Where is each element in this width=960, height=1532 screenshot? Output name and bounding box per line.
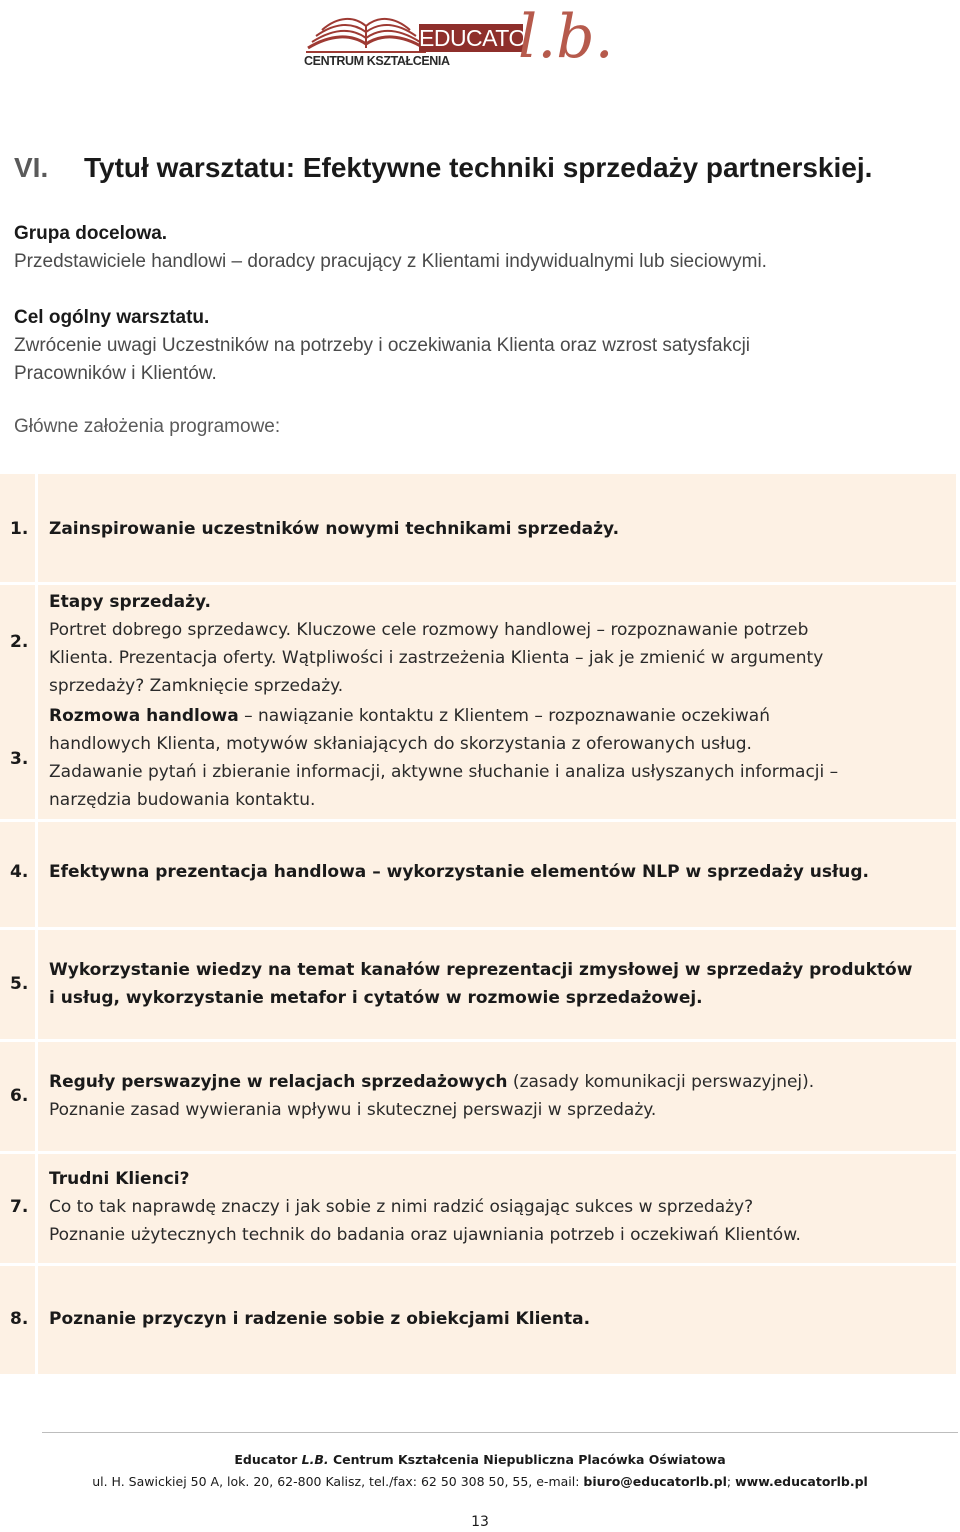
general-goal-line1: Zwrócenie uwagi Uczestników na potrzeby i oczekiwania Klienta oraz wzrost satysfakcji — [14, 335, 751, 356]
item-line: Co to tak naprawdę znaczy i jak sobie z nimi radzić osiągając sukces w sprzedaży? — [49, 1197, 754, 1217]
footer-website-link[interactable]: www.educatorlb.pl — [735, 1474, 868, 1489]
item-number: 5. — [10, 974, 29, 994]
footer-org-lb: L.B. — [301, 1452, 329, 1467]
section-title: Tytuł warsztatu: Efektywne techniki sprzedaży partnerskiej. — [84, 152, 873, 183]
item-line: sprzedaży? Zamknięcie sprzedaży. — [49, 676, 344, 696]
general-goal-line2: Pracowników i Klientów. — [14, 363, 217, 384]
logo-lb: l.b. — [518, 2, 614, 72]
page-title — [14, 150, 872, 186]
item-line: narzędzia budowania kontaktu. — [49, 790, 316, 810]
footer-separator: ; — [726, 1474, 736, 1489]
footer-org-name: Educator — [234, 1452, 302, 1467]
logo-subtitle: CENTRUM KSZTAŁCENIA — [304, 54, 450, 68]
item-heading: Rozmowa handlowa — [49, 706, 239, 726]
item-heading: Trudni Klienci? — [49, 1169, 190, 1189]
footer-divider — [42, 1432, 958, 1433]
item-line: Zadawanie pytań i zbieranie informacji, aktywne słuchanie i analiza usłyszanych informacji – — [49, 762, 839, 782]
item-line: – nawiązanie kontaktu z Klientem – rozpoznawanie oczekiwań — [238, 706, 770, 726]
row-divider — [0, 1151, 956, 1154]
item-number: 4. — [10, 862, 29, 882]
page-number: 13 — [471, 1514, 489, 1530]
column-divider — [35, 474, 38, 1374]
footer-address: ul. H. Sawickiej 50 A, lok. 20, 62-800 Kalisz, tel./fax: 62 50 308 50, 55, e-mail: — [92, 1474, 584, 1489]
item-heading: Reguły perswazyjne w relacjach sprzedażowych — [49, 1072, 508, 1092]
logo — [296, 2, 614, 72]
program-heading: Główne założenia programowe: — [14, 416, 281, 437]
item-number: 2. — [10, 632, 29, 652]
logo-brand: EDUCATOR — [419, 25, 542, 51]
general-goal-block — [14, 304, 750, 388]
target-group-heading: Grupa docelowa. — [14, 223, 168, 244]
open-book-icon — [306, 4, 426, 54]
item-text: Efektywna prezentacja handlowa – wykorzystanie elementów NLP w sprzedaży usług. — [49, 862, 870, 882]
row-divider — [0, 582, 956, 585]
item-line: Portret dobrego sprzedawcy. Kluczowe cele rozmowy handlowej – rozpoznawanie potrzeb — [49, 620, 809, 640]
footer-contact — [0, 1474, 960, 1489]
item-number: 6. — [10, 1086, 29, 1106]
item-number: 8. — [10, 1309, 29, 1329]
item-line: Klienta. Prezentacja oferty. Wątpliwości i zastrzeżenia Klienta – jak je zmienić w argumenty — [49, 648, 824, 668]
row-divider — [0, 1039, 956, 1042]
item-line: Poznanie zasad wywierania wpływu i skutecznej perswazji w sprzedaży. — [49, 1100, 657, 1120]
item-line: handlowych Klienta, motywów skłaniających do skorzystania z oferowanych usług. — [49, 734, 752, 754]
general-goal-heading: Cel ogólny warsztatu. — [14, 307, 210, 328]
row-divider — [0, 819, 956, 822]
item-line: (zasady komunikacji perswazyjnej). — [507, 1072, 815, 1092]
footer-email-link[interactable]: biuro@educatorlb.pl — [583, 1474, 727, 1489]
program-table — [0, 474, 956, 1374]
item-number: 3. — [10, 749, 29, 769]
item-text: Poznanie przyczyn i radzenie sobie z obiekcjami Klienta. — [49, 1309, 591, 1329]
row-divider — [0, 927, 956, 930]
item-number: 1. — [10, 519, 29, 539]
row-divider — [0, 1263, 956, 1266]
target-group-text: Przedstawiciele handlowi – doradcy pracujący z Klientami indywidualnymi lub sieciowymi. — [14, 251, 767, 272]
item-line: Wykorzystanie wiedzy na temat kanałów reprezentacji zmysłowej w sprzedaży produktów — [49, 960, 913, 980]
target-group-block — [14, 220, 767, 276]
item-text: Zainspirowanie uczestników nowymi technikami sprzedaży. — [49, 519, 620, 539]
item-number: 7. — [10, 1197, 29, 1217]
footer-org-desc: Centrum Kształcenia Niepubliczna Placówka Oświatowa — [328, 1452, 726, 1467]
item-line: i usług, wykorzystanie metafor i cytatów w rozmowie sprzedażowej. — [49, 988, 703, 1008]
item-heading: Etapy sprzedaży. — [49, 592, 211, 612]
footer-org — [0, 1452, 960, 1467]
item-line: Poznanie użytecznych technik do badania oraz ujawniania potrzeb i oczekiwań Klientów. — [49, 1225, 801, 1245]
section-number: VI. — [14, 152, 49, 183]
